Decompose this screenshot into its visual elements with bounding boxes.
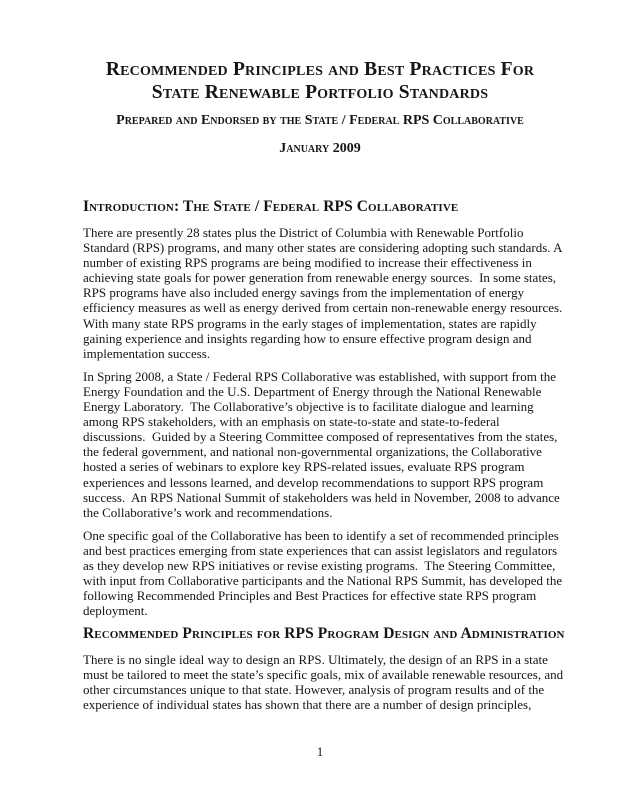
paragraph: One specific goal of the Collaborative has been to identify a set of recommended principles and best practices emerging from state experiences that can assist legislators and regulators as they develop new RPS initiatives or revise existing programs. The Steering Committee, with input from Collaborative participants and the National RPS Summit, has developed the following Recommended Principles and Best Practices for effective state RPS program deployment. [83, 527, 566, 619]
document-title-line-2: State Renewable Portfolio Standards [151, 82, 489, 103]
page-footer [0, 744, 640, 759]
document-title [79, 58, 561, 104]
paragraph: There are presently 28 states plus the District of Columbia with Renewable Portfolio Standard (RPS) programs, and many other states are considering adopting such standards. A number of existing RPS programs are being modified to increase their effectiveness in achieving state goals for power generation from renewable energy sources. In some states, RPS programs have also included energy savings from the implementation of energy efficiency measures as well as energy derived from certain non-renewable energy resources. With many state RPS programs in the early stages of implementation, states are rapidly gaining experience and insights regarding how to ensure effective program design and implementation success. [83, 225, 569, 361]
section-introduction [83, 197, 569, 619]
paragraph: There is no single ideal way to design an RPS. Ultimately, the design of an RPS in a state must be tailored to meet the state’s specific goals, mix of available renewable resources, and other circumstances unique to that state. However, analysis of program results and of the experience of individual states has shown that there are a number of design principles, [83, 652, 567, 713]
section-heading-introduction: Introduction: The State / Federal RPS Collaborative [83, 198, 459, 215]
section-heading-recommended-principles: Recommended Principles for RPS Program Design and Administration [83, 625, 565, 642]
document-date: January 2009 [279, 141, 361, 156]
document-subtitle: Prepared and Endorsed by the State / Federal RPS Collaborative [116, 113, 524, 128]
document-title-line-1: Recommended Principles and Best Practices For [105, 59, 535, 80]
page-number: 1 [316, 744, 324, 759]
section-recommended-principles [83, 624, 565, 712]
title-block [79, 58, 561, 157]
paragraph: In Spring 2008, a State / Federal RPS Collaborative was established, with support from the Energy Foundation and the U.S. Department of Energy through the National Renewable Energy Laboratory. The Collaborative’s objective is to facilitate dialogue and learning among RPS stakeholders, with an emphasis on state-to-state and state-to-federal discussions. Guided by a Steering Committee composed of representatives from the states, the federal government, and national non-governmental organizations, the Collaborative hosted a series of webinars to explore key RPS-related issues, evaluate RPS program experiences and lessons learned, and develop recommendations to support RPS program success. An RPS National Summit of stakeholders was held in November, 2008 to advance the Collaborative’s work and recommendations. [83, 368, 564, 520]
